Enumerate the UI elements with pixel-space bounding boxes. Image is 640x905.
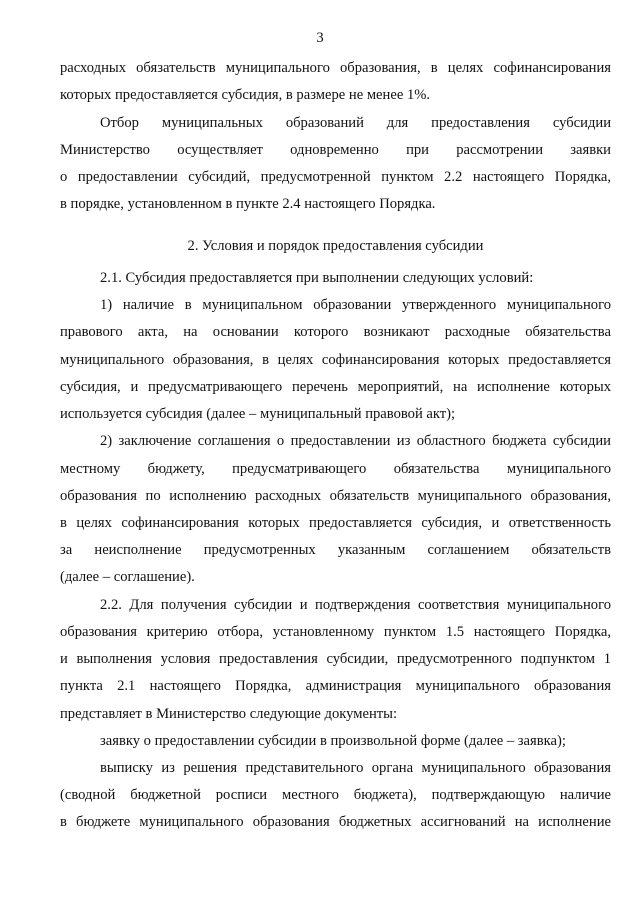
text-line: правового акта, на основании которого возникают расходные обязательства [60,324,611,340]
text-line: 2.2. Для получения субсидии и подтверждения соответствия муниципального [100,597,611,613]
text-line: выписку из решения представительного органа муниципального образования [100,760,611,776]
section-heading: 2. Условия и порядок предоставления субсидии [187,238,484,254]
text-line: в порядке, установленном в пункте 2.4 настоящего Порядка. [60,196,436,212]
text-line: пункта 2.1 настоящего Порядка, администрация муниципального образования [60,678,611,694]
text-line: 1) наличие в муниципальном образовании утвержденного муниципального [100,297,611,313]
text-line: местному бюджету, предусматривающего обязательства муниципального [60,461,611,477]
text-line: субсидия, и предусматривающего перечень мероприятий, на исполнение которых [60,379,611,395]
text-line: и выполнения условия предоставления субсидии, предусмотренного подпунктом 1 [60,651,611,667]
text-line: образования по исполнению расходных обязательств муниципального образования, [60,488,611,504]
page-number: 3 [316,30,324,46]
text-line: 2) заключение соглашения о предоставлении из областного бюджета субсидии [100,433,611,449]
text-line: о предоставлении субсидий, предусмотренной пунктом 2.2 настоящего Порядка, [60,169,611,185]
text-line: муниципального образования, в целях софинансирования которых предоставляется [60,352,611,368]
text-line: представляет в Министерство следующие документы: [60,706,398,722]
text-line: используется субсидия (далее – муниципальный правовой акт); [60,406,456,422]
text-line: (далее – соглашение). [60,569,195,585]
text-line: в бюджете муниципального образования бюджетных ассигнований на исполнение [60,814,611,830]
text-line: заявку о предоставлении субсидии в произвольной форме (далее – заявка); [100,733,566,749]
text-line: в целях софинансирования которых предоставляется субсидия, и ответственность [60,515,611,531]
text-line: 2.1. Субсидия предоставляется при выполнении следующих условий: [100,270,534,286]
text-line: Отбор муниципальных образований для предоставления субсидии [100,115,611,131]
text-line: расходных обязательств муниципального образования, в целях софинансирования [60,60,611,76]
text-line: которых предоставляется субсидия, в размере не менее 1%. [60,87,431,103]
text-line: образования критерию отбора, установленному пунктом 1.5 настоящего Порядка, [60,624,611,640]
text-line: Министерство осуществляет одновременно при рассмотрении заявки [60,142,611,158]
text-line: (сводной бюджетной росписи местного бюджета), подтверждающую наличие [60,787,611,803]
text-line: за неисполнение предусмотренных указанным соглашением обязательств [60,542,611,558]
